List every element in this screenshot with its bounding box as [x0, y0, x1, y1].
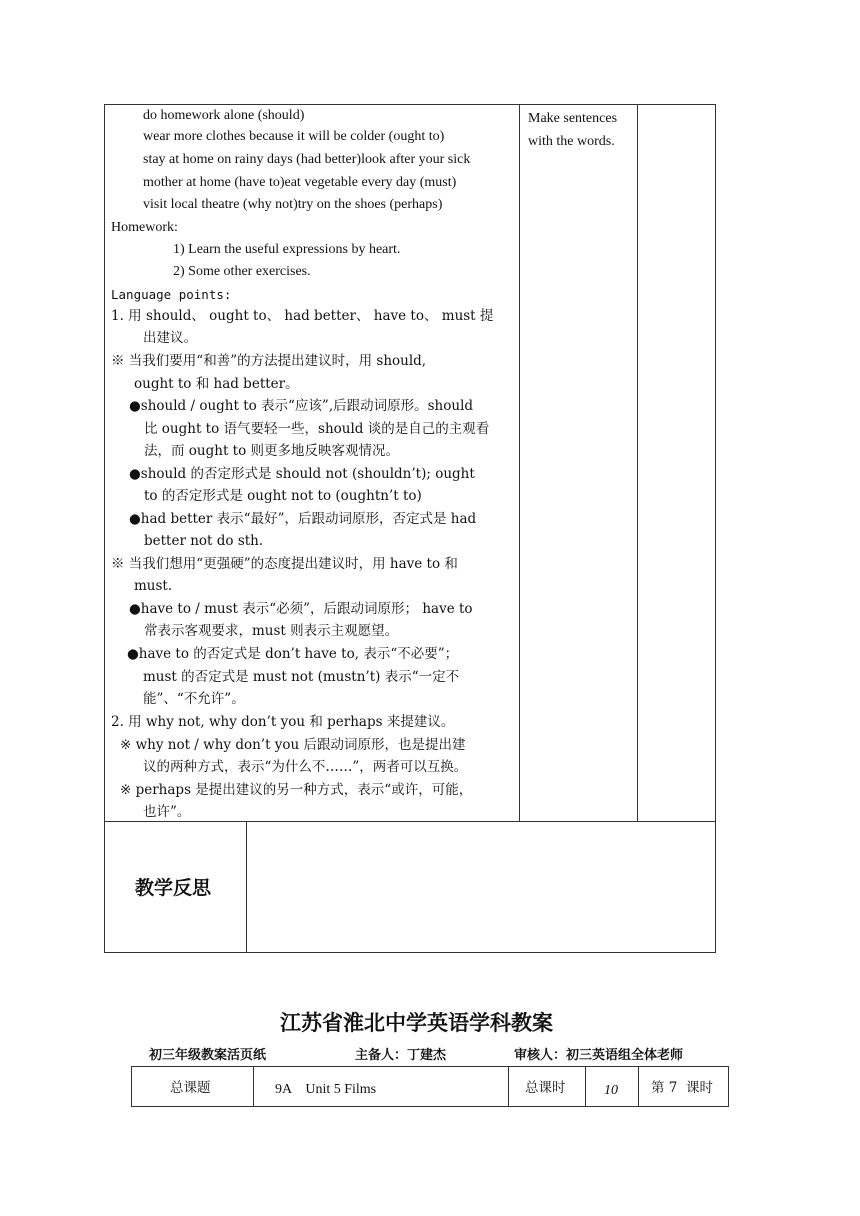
point-line: 2. 用 why not, why don’t you 和 perhaps 来提建议。	[111, 714, 455, 730]
activity-line: do homework alone (should)	[143, 108, 305, 123]
info-col-4	[638, 1066, 639, 1107]
point-line: 出建议。	[143, 330, 197, 346]
point-line: ought to 和 had better。	[134, 376, 299, 392]
point-line: must 的否定式是 must not (mustn’t) 表示“一定不	[143, 669, 460, 685]
point-line: 法，而 ought to 则更多地反映客观情况。	[144, 443, 400, 459]
homework-item: 2) Some other exercises.	[173, 264, 311, 279]
topic-label: 总课题	[170, 1080, 211, 1096]
point-line: must.	[134, 578, 173, 594]
purpose-line: Make sentences	[528, 111, 618, 126]
info-top-border	[131, 1066, 729, 1067]
point-line: 也许”。	[143, 804, 191, 820]
page-title: 江苏省淮北中学英语学科教案	[280, 1011, 553, 1035]
point-line: ●should 的否定形式是 should not (shouldn’t); ought	[129, 466, 475, 482]
column-divider-2	[637, 104, 638, 822]
total-lessons-value: 10	[604, 1083, 618, 1098]
purpose-line: with the words.	[528, 134, 615, 149]
column-divider-1	[519, 104, 520, 822]
total-lessons-label: 总课时	[525, 1080, 566, 1096]
activity-line: stay at home on rainy days (had better)look after your sick	[143, 152, 471, 167]
activity-line: visit local theatre (why not)try on the shoes (perhaps)	[143, 197, 443, 212]
point-line: ●have to 的否定式是 don’t have to, 表示“不必要”；	[127, 646, 459, 662]
point-line: ※ 当我们要用“和善”的方法提出建议时，用 should,	[111, 353, 427, 369]
reviewer-label: 审核人：初三英语组全体老师	[514, 1048, 684, 1063]
point-line: ※ why not / why don’t you 后跟动词原形，也是提出建	[120, 737, 466, 753]
point-line: ※ perhaps 是提出建议的另一种方式，表示“或许，可能，	[120, 782, 473, 798]
point-line: 常表示客观要求，must 则表示主观愿望。	[144, 623, 399, 639]
homework-item: 1) Learn the useful expressions by heart.	[173, 242, 401, 257]
info-right-border	[728, 1066, 729, 1107]
table-right-border	[715, 104, 716, 953]
row-divider	[104, 821, 716, 822]
preparer-label: 主备人：丁建杰	[355, 1048, 447, 1063]
lesson-number: 第 7 课时	[651, 1080, 713, 1096]
sheet-type-label: 初三年级教案活页纸	[149, 1048, 267, 1063]
point-line: ●had better 表示“最好”，后跟动词原形，否定式是 had	[129, 511, 477, 527]
point-line: 议的两种方式，表示“为什么不……”，两者可以互换。	[143, 759, 468, 775]
info-col-3	[585, 1066, 586, 1107]
table-bottom-border	[104, 952, 716, 953]
table-left-border	[104, 104, 105, 953]
point-line: 能”、“不允许”。	[143, 691, 245, 707]
activity-line: wear more clothes because it will be colder (ought to)	[143, 129, 445, 144]
language-points-label: Language points:	[111, 287, 232, 302]
point-line: 比 ought to 语气要轻一些，should 谈的是自己的主观看	[144, 421, 490, 437]
info-col-2	[508, 1066, 509, 1107]
topic-value: 9A Unit 5 Films	[275, 1082, 377, 1097]
reflection-divider	[246, 821, 247, 953]
homework-label: Homework:	[111, 220, 178, 235]
point-line: ●should / ought to 表示“应该”,后跟动词原形。should	[129, 398, 474, 414]
point-line: 1. 用 should、 ought to、 had better、 have to、 must 提	[111, 308, 494, 324]
point-line: ※ 当我们想用“更强硬”的态度提出建议时，用 have to 和	[111, 556, 458, 572]
info-left-border	[131, 1066, 132, 1107]
activity-line: mother at home (have to)eat vegetable every day (must)	[143, 175, 457, 190]
point-line: better not do sth.	[144, 533, 264, 549]
point-line: to 的否定形式是 ought not to (oughtn’t to)	[144, 488, 422, 504]
table-top-border	[104, 104, 716, 105]
point-line: ●have to / must 表示“必须”，后跟动词原形； have to	[129, 601, 473, 617]
info-col-1	[253, 1066, 254, 1107]
info-bottom-border	[131, 1106, 729, 1107]
reflection-label: 教学反思	[135, 877, 212, 899]
